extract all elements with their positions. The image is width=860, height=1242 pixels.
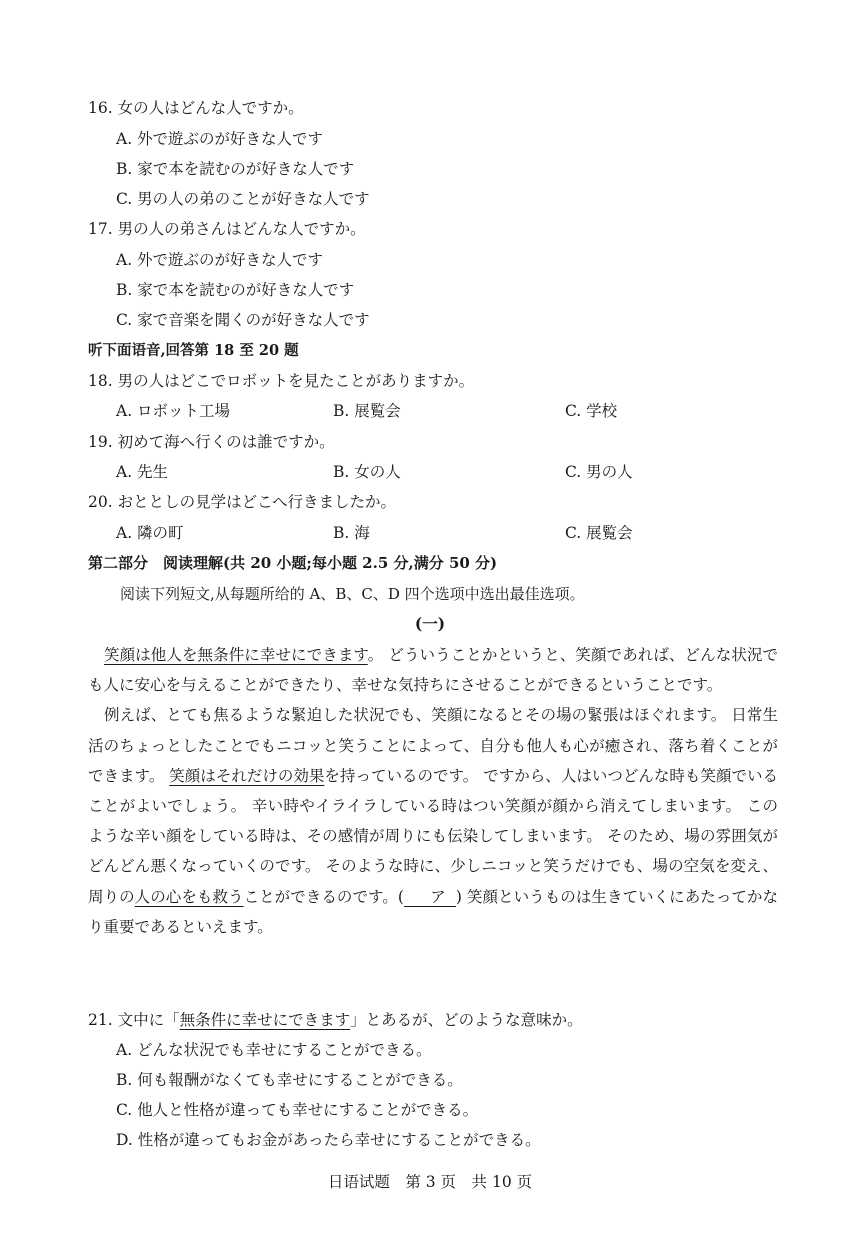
listening-instruction: 听下面语音,回答第 18 至 20 题 [88,342,299,359]
question-16-option-c: C. 男の人の弟のことが好きな人です [116,190,370,208]
question-21-option-b: B. 何も報酬がなくても幸せにすることができる。 [116,1071,463,1089]
question-18-option-a: A. ロボット工場 [116,402,231,420]
question-21-stem: 21. 文中に「無条件に幸せにできます」とあるが、どのような意味か。 [88,1011,583,1029]
passage-paragraph-1: 笑顔は他人を無条件に幸せにできます。 どういうことかというと、笑顔であれば、どんな状況でも人に安心を与えることができたり、幸せな気持ちにさせることができるということです。 [88,646,778,695]
question-21-option-a: A. どんな状況でも幸せにすることができる。 [116,1041,432,1059]
page-footer: 日语试题 第 3 页 共 10 页 [327,1173,533,1191]
question-20-option-b: B. 海 [333,524,370,542]
question-16-option-a: A. 外で遊ぶのが好きな人です [116,130,324,148]
question-20-option-a: A. 隣の町 [116,524,184,542]
question-20-stem: 20. おととしの見学はどこへ行きましたか。 [88,493,396,511]
question-17-option-c: C. 家で音楽を聞くのが好きな人です [116,311,370,329]
question-20-option-c: C. 展覧会 [565,524,633,542]
question-16-option-b: B. 家で本を読むのが好きな人です [116,160,355,178]
question-19-option-b: B. 女の人 [333,463,401,481]
question-21-option-c: C. 他人と性格が違っても幸せにすることができる。 [116,1101,479,1119]
question-21-option-d: D. 性格が違ってもお金があったら幸せにすることができる。 [116,1131,541,1149]
underlined-phrase-1: 笑顔は他人を無条件に幸せにできます [104,646,368,664]
question-16-stem: 16. 女の人はどんな人ですか。 [88,99,304,117]
passage-paragraph-2: 例えば、とても焦るような緊迫した状況でも、笑顔になるとその場の緊張はほぐれます。 日常生活のちょっとしたことでもニコッと笑うことによって、自分も他人も心が癒され、落ち着くことができます。 笑顔はそれだけの効果を持っているのです。 ですから、人はいつどんな時も笑顔でいることがよいでしょう。 辛い時やイライラしている時はつい笑顔が顔から消えてしまいます。 このような辛い顔をしている時は、その感情が周りにも伝染してしまいます。 そのため、場の雰囲気がどんどん悪くなっていくのです。 そのような時に、少しニコッと笑うだけでも、場の空気を変え、周りの人の心をも救うことができるのです。( ア ) 笑顔というものは生きていくにあたってかなり重要であるといえます。 [88,706,778,936]
question-19-option-c: C. 男の人 [565,463,633,481]
section-number: (一) [414,614,446,633]
question-19-stem: 19. 初めて海へ行くのは誰ですか。 [88,433,335,451]
question-19-option-a: A. 先生 [116,463,169,481]
question-17-option-a: A. 外で遊ぶのが好きな人です [116,251,324,269]
question-17-stem: 17. 男の人の弟さんはどんな人ですか。 [88,220,366,238]
reading-passage [88,640,778,942]
question-18-option-b: B. 展覧会 [333,402,401,420]
answer-blank: ア [404,889,456,907]
underlined-phrase-2: 笑顔はそれだけの効果 [169,766,325,785]
part-two-heading: 第二部分 阅读理解(共 20 小题;每小题 2.5 分,满分 50 分) [88,554,498,572]
question-18-stem: 18. 男の人はどこでロボットを見たことがありますか。 [88,372,475,390]
question-18-option-c: C. 学校 [565,402,618,420]
part-two-instruction: 阅读下列短文,从每题所给的 A、B、C、D 四个选项中选出最佳选项。 [120,585,585,603]
quoted-phrase: 無条件に幸せにできます [179,1011,351,1029]
underlined-phrase-3: 人の心をも救う [134,887,244,906]
question-17-option-b: B. 家で本を読むのが好きな人です [116,281,355,299]
